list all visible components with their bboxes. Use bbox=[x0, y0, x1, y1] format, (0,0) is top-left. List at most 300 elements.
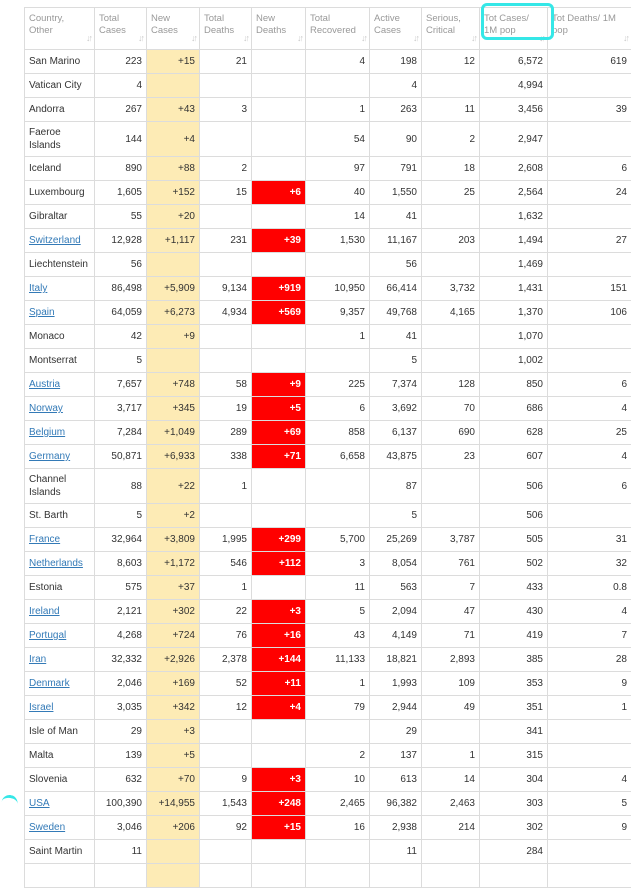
cases-per-1m-cell: 284 bbox=[480, 840, 548, 864]
serious-critical-cell: 2 bbox=[422, 122, 480, 157]
table-row bbox=[25, 181, 631, 205]
country-link[interactable]: Netherlands bbox=[29, 558, 83, 569]
total-recovered-cell bbox=[306, 504, 370, 528]
serious-critical-cell: 4,165 bbox=[422, 301, 480, 325]
country-name: Liechtenstein bbox=[29, 259, 88, 270]
cases-per-1m-cell: 2,947 bbox=[480, 122, 548, 157]
country-name: Iceland bbox=[29, 163, 61, 174]
total-cases-cell: 144 bbox=[95, 122, 147, 157]
cases-per-1m-cell: 505 bbox=[480, 528, 548, 552]
total-deaths-cell: 9 bbox=[200, 768, 252, 792]
deaths-per-1m-cell: 151 bbox=[548, 277, 631, 301]
country-cell[interactable] bbox=[25, 445, 95, 469]
country-cell bbox=[25, 576, 95, 600]
new-cases-cell: +2,926 bbox=[147, 648, 200, 672]
deaths-per-1m-cell: 4 bbox=[548, 768, 631, 792]
column-header-label: Serious, Critical bbox=[426, 13, 475, 37]
country-cell[interactable] bbox=[25, 696, 95, 720]
total-recovered-cell: 3 bbox=[306, 552, 370, 576]
new-deaths-cell bbox=[252, 504, 306, 528]
total-deaths-cell bbox=[200, 74, 252, 98]
new-deaths-cell bbox=[252, 253, 306, 277]
new-cases-cell: +22 bbox=[147, 469, 200, 504]
table-row bbox=[25, 325, 631, 349]
deaths-per-1m-cell: 27 bbox=[548, 229, 631, 253]
country-cell[interactable] bbox=[25, 421, 95, 445]
sort-icon[interactable]: ↓↑ bbox=[297, 32, 302, 44]
total-cases-cell: 3,046 bbox=[95, 816, 147, 840]
country-cell bbox=[25, 122, 95, 157]
country-name: Andorra bbox=[29, 104, 65, 115]
cases-per-1m-cell: 315 bbox=[480, 744, 548, 768]
new-deaths-cell: +11 bbox=[252, 672, 306, 696]
new-cases-cell: +3,809 bbox=[147, 528, 200, 552]
column-header-label: Total Cases bbox=[99, 13, 142, 37]
deaths-per-1m-cell bbox=[548, 504, 631, 528]
cases-per-1m-cell bbox=[480, 864, 548, 888]
country-link[interactable]: Denmark bbox=[29, 678, 70, 689]
total-recovered-cell bbox=[306, 864, 370, 888]
sort-icon[interactable]: ↓↑ bbox=[191, 32, 196, 44]
new-deaths-cell bbox=[252, 720, 306, 744]
country-link[interactable]: Israel bbox=[29, 702, 53, 713]
table-row bbox=[25, 229, 631, 253]
table-row bbox=[25, 157, 631, 181]
total-recovered-cell: 54 bbox=[306, 122, 370, 157]
total-cases-cell: 890 bbox=[95, 157, 147, 181]
table-row bbox=[25, 720, 631, 744]
deaths-per-1m-cell: 619 bbox=[548, 50, 631, 74]
cases-per-1m-cell: 628 bbox=[480, 421, 548, 445]
column-header-label: Active Cases bbox=[374, 13, 417, 37]
country-cell[interactable] bbox=[25, 301, 95, 325]
country-cell bbox=[25, 181, 95, 205]
table-body bbox=[25, 50, 631, 888]
total-deaths-cell: 12 bbox=[200, 696, 252, 720]
sort-icon[interactable]: ↓↑ bbox=[413, 32, 418, 44]
deaths-per-1m-cell bbox=[548, 253, 631, 277]
country-name: St. Barth bbox=[29, 510, 68, 521]
deaths-per-1m-cell bbox=[548, 349, 631, 373]
table-row bbox=[25, 576, 631, 600]
country-name: Faeroe Islands bbox=[29, 127, 61, 151]
cases-per-1m-cell: 4,994 bbox=[480, 74, 548, 98]
active-cases-cell: 43,875 bbox=[370, 445, 422, 469]
country-name: Montserrat bbox=[29, 355, 77, 366]
active-cases-cell: 7,374 bbox=[370, 373, 422, 397]
new-deaths-cell bbox=[252, 122, 306, 157]
country-cell[interactable] bbox=[25, 552, 95, 576]
deaths-per-1m-cell bbox=[548, 720, 631, 744]
serious-critical-cell: 14 bbox=[422, 768, 480, 792]
country-link[interactable]: Portugal bbox=[29, 630, 66, 641]
deaths-per-1m-cell: 25 bbox=[548, 421, 631, 445]
column-header-country[interactable] bbox=[25, 8, 95, 50]
serious-critical-cell: 71 bbox=[422, 624, 480, 648]
new-cases-cell: +1,049 bbox=[147, 421, 200, 445]
active-cases-cell: 41 bbox=[370, 325, 422, 349]
table-row bbox=[25, 397, 631, 421]
deaths-per-1m-cell: 0.8 bbox=[548, 576, 631, 600]
country-cell[interactable] bbox=[25, 792, 95, 816]
total-deaths-cell bbox=[200, 253, 252, 277]
column-header-new-deaths[interactable] bbox=[252, 8, 306, 50]
total-recovered-cell bbox=[306, 253, 370, 277]
serious-critical-cell bbox=[422, 325, 480, 349]
country-cell bbox=[25, 504, 95, 528]
cases-per-1m-cell: 1,070 bbox=[480, 325, 548, 349]
total-cases-cell: 575 bbox=[95, 576, 147, 600]
cases-per-1m-cell: 353 bbox=[480, 672, 548, 696]
new-deaths-cell: +112 bbox=[252, 552, 306, 576]
deaths-per-1m-cell bbox=[548, 864, 631, 888]
new-deaths-cell bbox=[252, 864, 306, 888]
new-cases-cell: +748 bbox=[147, 373, 200, 397]
total-deaths-cell: 58 bbox=[200, 373, 252, 397]
serious-critical-cell: 12 bbox=[422, 50, 480, 74]
serious-critical-cell: 761 bbox=[422, 552, 480, 576]
total-deaths-cell: 3 bbox=[200, 98, 252, 122]
total-recovered-cell: 1,530 bbox=[306, 229, 370, 253]
total-cases-cell: 11 bbox=[95, 840, 147, 864]
country-cell bbox=[25, 349, 95, 373]
table-row bbox=[25, 373, 631, 397]
column-header-label: Tot Cases/ 1M pop bbox=[484, 13, 543, 37]
country-cell[interactable] bbox=[25, 648, 95, 672]
cases-per-1m-cell: 607 bbox=[480, 445, 548, 469]
cases-per-1m-cell: 430 bbox=[480, 600, 548, 624]
column-header-total-deaths[interactable] bbox=[200, 8, 252, 50]
active-cases-cell: 4 bbox=[370, 74, 422, 98]
country-name: Channel Islands bbox=[29, 474, 66, 498]
deaths-per-1m-cell: 9 bbox=[548, 672, 631, 696]
serious-critical-cell: 109 bbox=[422, 672, 480, 696]
serious-critical-cell: 18 bbox=[422, 157, 480, 181]
new-deaths-cell: +4 bbox=[252, 696, 306, 720]
serious-critical-cell: 2,893 bbox=[422, 648, 480, 672]
deaths-per-1m-cell: 6 bbox=[548, 373, 631, 397]
new-cases-cell: +3 bbox=[147, 720, 200, 744]
country-name: Monaco bbox=[29, 331, 65, 342]
total-deaths-cell: 338 bbox=[200, 445, 252, 469]
serious-critical-cell: 70 bbox=[422, 397, 480, 421]
total-recovered-cell: 10 bbox=[306, 768, 370, 792]
cases-per-1m-cell: 385 bbox=[480, 648, 548, 672]
total-deaths-cell: 1 bbox=[200, 576, 252, 600]
cases-per-1m-cell: 6,572 bbox=[480, 50, 548, 74]
total-recovered-cell bbox=[306, 840, 370, 864]
total-cases-cell: 267 bbox=[95, 98, 147, 122]
country-cell[interactable] bbox=[25, 600, 95, 624]
total-deaths-cell: 21 bbox=[200, 50, 252, 74]
total-deaths-cell: 546 bbox=[200, 552, 252, 576]
total-recovered-cell: 2,465 bbox=[306, 792, 370, 816]
total-recovered-cell: 10,950 bbox=[306, 277, 370, 301]
country-name: Gibraltar bbox=[29, 211, 67, 222]
cases-per-1m-cell: 304 bbox=[480, 768, 548, 792]
new-deaths-cell: +3 bbox=[252, 600, 306, 624]
table-row bbox=[25, 696, 631, 720]
total-cases-cell: 5 bbox=[95, 349, 147, 373]
new-deaths-cell bbox=[252, 576, 306, 600]
deaths-per-1m-cell: 24 bbox=[548, 181, 631, 205]
country-cell[interactable] bbox=[25, 624, 95, 648]
deaths-per-1m-cell: 1 bbox=[548, 696, 631, 720]
country-cell[interactable] bbox=[25, 373, 95, 397]
total-cases-cell: 7,657 bbox=[95, 373, 147, 397]
total-cases-cell: 56 bbox=[95, 253, 147, 277]
column-header-serious-critical[interactable] bbox=[422, 8, 480, 50]
sort-icon[interactable]: ↓↑ bbox=[623, 32, 628, 44]
column-header-label: New Cases bbox=[151, 13, 195, 37]
country-link[interactable]: Germany bbox=[29, 451, 70, 462]
total-deaths-cell bbox=[200, 864, 252, 888]
total-deaths-cell: 2,378 bbox=[200, 648, 252, 672]
cases-per-1m-cell: 303 bbox=[480, 792, 548, 816]
country-cell bbox=[25, 205, 95, 229]
country-cell[interactable] bbox=[25, 229, 95, 253]
country-cell[interactable] bbox=[25, 277, 95, 301]
serious-critical-cell: 49 bbox=[422, 696, 480, 720]
country-link[interactable]: Belgium bbox=[29, 427, 65, 438]
country-name: Saint Martin bbox=[29, 846, 82, 857]
new-cases-cell: +37 bbox=[147, 576, 200, 600]
new-cases-cell: +6,273 bbox=[147, 301, 200, 325]
serious-critical-cell: 2,463 bbox=[422, 792, 480, 816]
country-link[interactable]: Spain bbox=[29, 307, 55, 318]
total-recovered-cell: 1 bbox=[306, 325, 370, 349]
column-header-label: Total Deaths bbox=[204, 13, 247, 37]
total-deaths-cell: 289 bbox=[200, 421, 252, 445]
new-deaths-cell bbox=[252, 205, 306, 229]
table-row bbox=[25, 504, 631, 528]
table-row bbox=[25, 277, 631, 301]
table-row bbox=[25, 552, 631, 576]
new-deaths-cell bbox=[252, 469, 306, 504]
country-name: Isle of Man bbox=[29, 726, 78, 737]
deaths-per-1m-cell: 7 bbox=[548, 624, 631, 648]
new-cases-cell: +152 bbox=[147, 181, 200, 205]
deaths-per-1m-cell: 4 bbox=[548, 445, 631, 469]
deaths-per-1m-cell bbox=[548, 744, 631, 768]
active-cases-cell: 613 bbox=[370, 768, 422, 792]
new-deaths-cell bbox=[252, 157, 306, 181]
total-recovered-cell: 6 bbox=[306, 397, 370, 421]
deaths-per-1m-cell bbox=[548, 840, 631, 864]
total-cases-cell: 32,964 bbox=[95, 528, 147, 552]
new-cases-cell: +2 bbox=[147, 504, 200, 528]
total-cases-cell: 86,498 bbox=[95, 277, 147, 301]
row-marker-annotation bbox=[1, 794, 18, 805]
country-link[interactable]: Sweden bbox=[29, 822, 65, 833]
deaths-per-1m-cell: 6 bbox=[548, 157, 631, 181]
table-row bbox=[25, 528, 631, 552]
total-deaths-cell: 15 bbox=[200, 181, 252, 205]
country-link[interactable]: Italy bbox=[29, 283, 47, 294]
deaths-per-1m-cell: 28 bbox=[548, 648, 631, 672]
active-cases-cell: 137 bbox=[370, 744, 422, 768]
cases-per-1m-cell: 1,370 bbox=[480, 301, 548, 325]
new-deaths-cell: +3 bbox=[252, 768, 306, 792]
total-recovered-cell: 2 bbox=[306, 744, 370, 768]
country-cell bbox=[25, 157, 95, 181]
new-deaths-cell: +5 bbox=[252, 397, 306, 421]
total-deaths-cell bbox=[200, 504, 252, 528]
total-recovered-cell: 11,133 bbox=[306, 648, 370, 672]
total-cases-cell: 3,035 bbox=[95, 696, 147, 720]
active-cases-cell: 90 bbox=[370, 122, 422, 157]
active-cases-cell: 8,054 bbox=[370, 552, 422, 576]
total-cases-cell: 7,284 bbox=[95, 421, 147, 445]
column-header-active-cases[interactable] bbox=[370, 8, 422, 50]
total-deaths-cell bbox=[200, 325, 252, 349]
country-cell bbox=[25, 840, 95, 864]
country-link[interactable]: Iran bbox=[29, 654, 46, 665]
total-cases-cell: 50,871 bbox=[95, 445, 147, 469]
table-row bbox=[25, 672, 631, 696]
total-deaths-cell: 4,934 bbox=[200, 301, 252, 325]
new-cases-cell: +15 bbox=[147, 50, 200, 74]
cases-per-1m-cell: 686 bbox=[480, 397, 548, 421]
country-link[interactable]: Norway bbox=[29, 403, 63, 414]
active-cases-cell: 2,938 bbox=[370, 816, 422, 840]
cases-per-1m-cell: 1,002 bbox=[480, 349, 548, 373]
deaths-per-1m-cell: 39 bbox=[548, 98, 631, 122]
active-cases-cell: 66,414 bbox=[370, 277, 422, 301]
total-recovered-cell: 225 bbox=[306, 373, 370, 397]
total-cases-cell: 4 bbox=[95, 74, 147, 98]
serious-critical-cell bbox=[422, 469, 480, 504]
country-name: Luxembourg bbox=[29, 187, 85, 198]
country-cell[interactable] bbox=[25, 816, 95, 840]
country-cell bbox=[25, 744, 95, 768]
sort-icon[interactable]: ↓↑ bbox=[243, 32, 248, 44]
active-cases-cell: 263 bbox=[370, 98, 422, 122]
cases-per-1m-cell: 2,564 bbox=[480, 181, 548, 205]
active-cases-cell: 25,269 bbox=[370, 528, 422, 552]
new-cases-cell: +88 bbox=[147, 157, 200, 181]
total-deaths-cell: 22 bbox=[200, 600, 252, 624]
new-cases-cell bbox=[147, 74, 200, 98]
sort-icon[interactable]: ↓↑ bbox=[138, 32, 143, 44]
table-row bbox=[25, 50, 631, 74]
active-cases-cell: 6,137 bbox=[370, 421, 422, 445]
column-header-label: New Deaths bbox=[256, 13, 301, 37]
serious-critical-cell: 214 bbox=[422, 816, 480, 840]
sort-icon[interactable]: ↓↑ bbox=[361, 32, 366, 44]
total-deaths-cell bbox=[200, 122, 252, 157]
new-cases-cell: +724 bbox=[147, 624, 200, 648]
active-cases-cell: 563 bbox=[370, 576, 422, 600]
table-row bbox=[25, 98, 631, 122]
column-header-deaths-per-1m[interactable] bbox=[548, 8, 631, 50]
active-cases-cell: 18,821 bbox=[370, 648, 422, 672]
cases-per-1m-cell: 351 bbox=[480, 696, 548, 720]
country-link[interactable]: Ireland bbox=[29, 606, 60, 617]
new-deaths-cell bbox=[252, 840, 306, 864]
total-deaths-cell bbox=[200, 205, 252, 229]
serious-critical-cell bbox=[422, 840, 480, 864]
total-cases-cell: 32,332 bbox=[95, 648, 147, 672]
column-header-total-cases[interactable] bbox=[95, 8, 147, 50]
total-cases-cell: 12,928 bbox=[95, 229, 147, 253]
table-row bbox=[25, 205, 631, 229]
cases-per-1m-cell: 2,608 bbox=[480, 157, 548, 181]
active-cases-cell: 1,550 bbox=[370, 181, 422, 205]
column-header-label: Country, Other bbox=[29, 13, 90, 37]
new-cases-cell: +5,909 bbox=[147, 277, 200, 301]
active-cases-cell: 56 bbox=[370, 253, 422, 277]
total-cases-cell: 100,390 bbox=[95, 792, 147, 816]
total-deaths-cell: 1,543 bbox=[200, 792, 252, 816]
total-deaths-cell: 2 bbox=[200, 157, 252, 181]
total-cases-cell: 139 bbox=[95, 744, 147, 768]
table-row bbox=[25, 469, 631, 504]
deaths-per-1m-cell: 31 bbox=[548, 528, 631, 552]
new-cases-cell: +70 bbox=[147, 768, 200, 792]
new-deaths-cell bbox=[252, 74, 306, 98]
sort-icon[interactable]: ↓↑ bbox=[86, 32, 91, 44]
serious-critical-cell bbox=[422, 864, 480, 888]
new-cases-cell: +43 bbox=[147, 98, 200, 122]
serious-critical-cell: 23 bbox=[422, 445, 480, 469]
cases-per-1m-cell: 1,494 bbox=[480, 229, 548, 253]
new-cases-cell: +4 bbox=[147, 122, 200, 157]
total-deaths-cell: 1,995 bbox=[200, 528, 252, 552]
country-name: Vatican City bbox=[29, 80, 82, 91]
total-deaths-cell: 92 bbox=[200, 816, 252, 840]
total-cases-cell bbox=[95, 864, 147, 888]
table-row bbox=[25, 253, 631, 277]
new-deaths-cell bbox=[252, 98, 306, 122]
country-link[interactable]: Switzerland bbox=[29, 235, 81, 246]
new-deaths-cell bbox=[252, 744, 306, 768]
column-header-label: Tot Deaths/ 1M pop bbox=[552, 13, 627, 37]
country-link[interactable]: Austria bbox=[29, 379, 60, 390]
cases-per-1m-cell: 1,632 bbox=[480, 205, 548, 229]
active-cases-cell: 96,382 bbox=[370, 792, 422, 816]
country-cell bbox=[25, 864, 95, 888]
total-cases-cell: 223 bbox=[95, 50, 147, 74]
total-cases-cell: 29 bbox=[95, 720, 147, 744]
total-deaths-cell: 231 bbox=[200, 229, 252, 253]
country-cell[interactable] bbox=[25, 397, 95, 421]
highlight-annotation bbox=[481, 3, 554, 40]
country-link[interactable]: USA bbox=[29, 798, 50, 809]
country-cell[interactable] bbox=[25, 672, 95, 696]
new-cases-cell: +342 bbox=[147, 696, 200, 720]
new-deaths-cell: +299 bbox=[252, 528, 306, 552]
country-cell[interactable] bbox=[25, 528, 95, 552]
country-cell bbox=[25, 720, 95, 744]
column-header-total-recovered[interactable] bbox=[306, 8, 370, 50]
cases-per-1m-cell: 341 bbox=[480, 720, 548, 744]
total-cases-cell: 5 bbox=[95, 504, 147, 528]
total-recovered-cell bbox=[306, 720, 370, 744]
new-cases-cell: +20 bbox=[147, 205, 200, 229]
total-recovered-cell: 9,357 bbox=[306, 301, 370, 325]
new-deaths-cell: +39 bbox=[252, 229, 306, 253]
deaths-per-1m-cell bbox=[548, 205, 631, 229]
sort-icon[interactable]: ↓↑ bbox=[539, 32, 544, 44]
total-cases-cell: 3,717 bbox=[95, 397, 147, 421]
new-cases-cell bbox=[147, 864, 200, 888]
new-cases-cell: +9 bbox=[147, 325, 200, 349]
column-header-new-cases[interactable] bbox=[147, 8, 200, 50]
new-cases-cell: +1,172 bbox=[147, 552, 200, 576]
sort-icon[interactable]: ↓↑ bbox=[471, 32, 476, 44]
country-link[interactable]: France bbox=[29, 534, 60, 545]
